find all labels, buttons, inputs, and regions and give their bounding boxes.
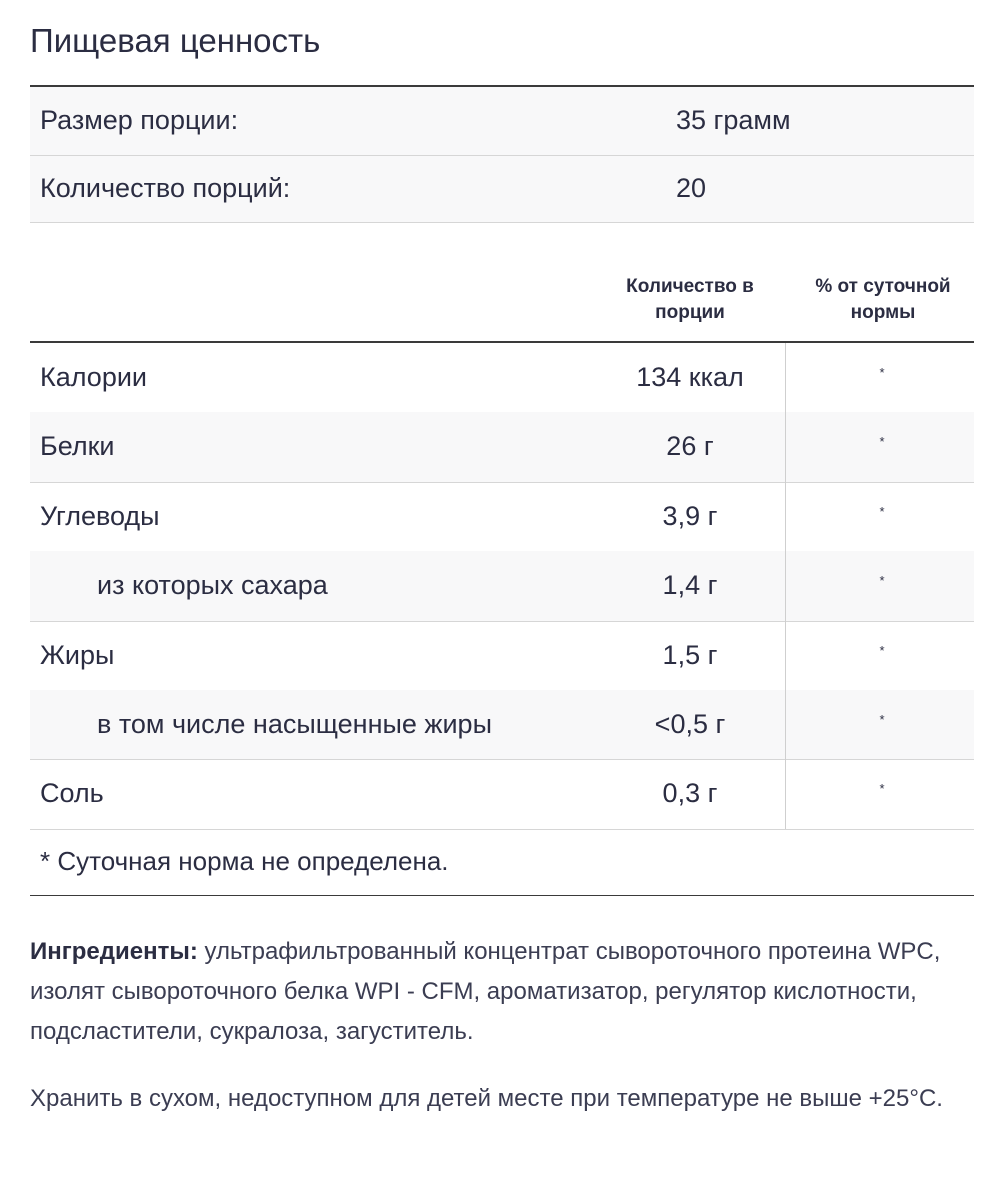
nutrient-amount: 0,3 г <box>662 778 718 808</box>
nutrient-amount: <0,5 г <box>654 709 726 739</box>
table-row-divider <box>30 482 974 483</box>
footnote-divider <box>30 895 974 896</box>
nutrient-daily-value: * <box>879 643 885 658</box>
storage-instructions: Хранить в сухом, недоступном для детей месте при температуре не выше +25°С. <box>30 1085 943 1112</box>
nutrient-daily-value: * <box>879 712 885 727</box>
table-row-divider <box>30 759 974 760</box>
serving-count-value: 20 <box>676 173 707 203</box>
amount-header-line: Количество в <box>626 276 754 297</box>
nutrient-label: Соль <box>40 778 104 808</box>
table-row-divider <box>30 621 974 622</box>
nutrient-label: в том числе насыщенные жиры <box>97 709 492 739</box>
serving-count-label: Количество порций: <box>40 173 291 203</box>
nutrient-amount: 26 г <box>666 431 714 461</box>
daily-value-column-header <box>795 274 971 326</box>
nutrient-label: Калории <box>40 362 147 392</box>
nutrient-label: Белки <box>40 431 115 461</box>
amount-header-line: порции <box>655 302 725 323</box>
page-title: Пищевая ценность <box>30 22 321 59</box>
nutrient-amount: 1,4 г <box>662 570 718 600</box>
nutrient-daily-value: * <box>879 365 885 380</box>
serving-size-label: Размер порции: <box>40 105 239 135</box>
dv-header-line: нормы <box>850 302 916 323</box>
nutrition-table-top-border <box>30 341 974 343</box>
nutrient-amount: 3,9 г <box>662 501 718 531</box>
serving-divider <box>30 222 974 223</box>
amount-column-header <box>600 274 780 326</box>
nutrient-daily-value: * <box>879 504 885 519</box>
nutrient-label: Углеводы <box>40 501 160 531</box>
nutrient-amount: 134 ккал <box>636 362 744 392</box>
nutrient-label: из которых сахара <box>97 570 328 600</box>
ingredients-paragraph <box>30 932 974 1052</box>
nutrient-amount: 1,5 г <box>662 640 718 670</box>
daily-value-column-divider <box>785 343 786 829</box>
ingredients-label: Ингредиенты: <box>30 938 198 965</box>
ingredients-text: ультрафильтрованный концентрат сывороточного протеина WPC, изолят сывороточного белка WPI - CFM, ароматизатор, регулятор кислотности, подсластители, сукралоза, загуститель. <box>30 938 941 1045</box>
footnote: * Суточная норма не определена. <box>40 846 449 876</box>
table-row-divider <box>30 829 974 830</box>
nutrient-daily-value: * <box>879 781 885 796</box>
dv-header-line: % от суточной <box>815 276 951 297</box>
serving-size-value: 35 грамм <box>676 105 791 135</box>
nutrient-daily-value: * <box>879 434 885 449</box>
nutrient-daily-value: * <box>879 573 885 588</box>
nutrient-label: Жиры <box>40 640 115 670</box>
